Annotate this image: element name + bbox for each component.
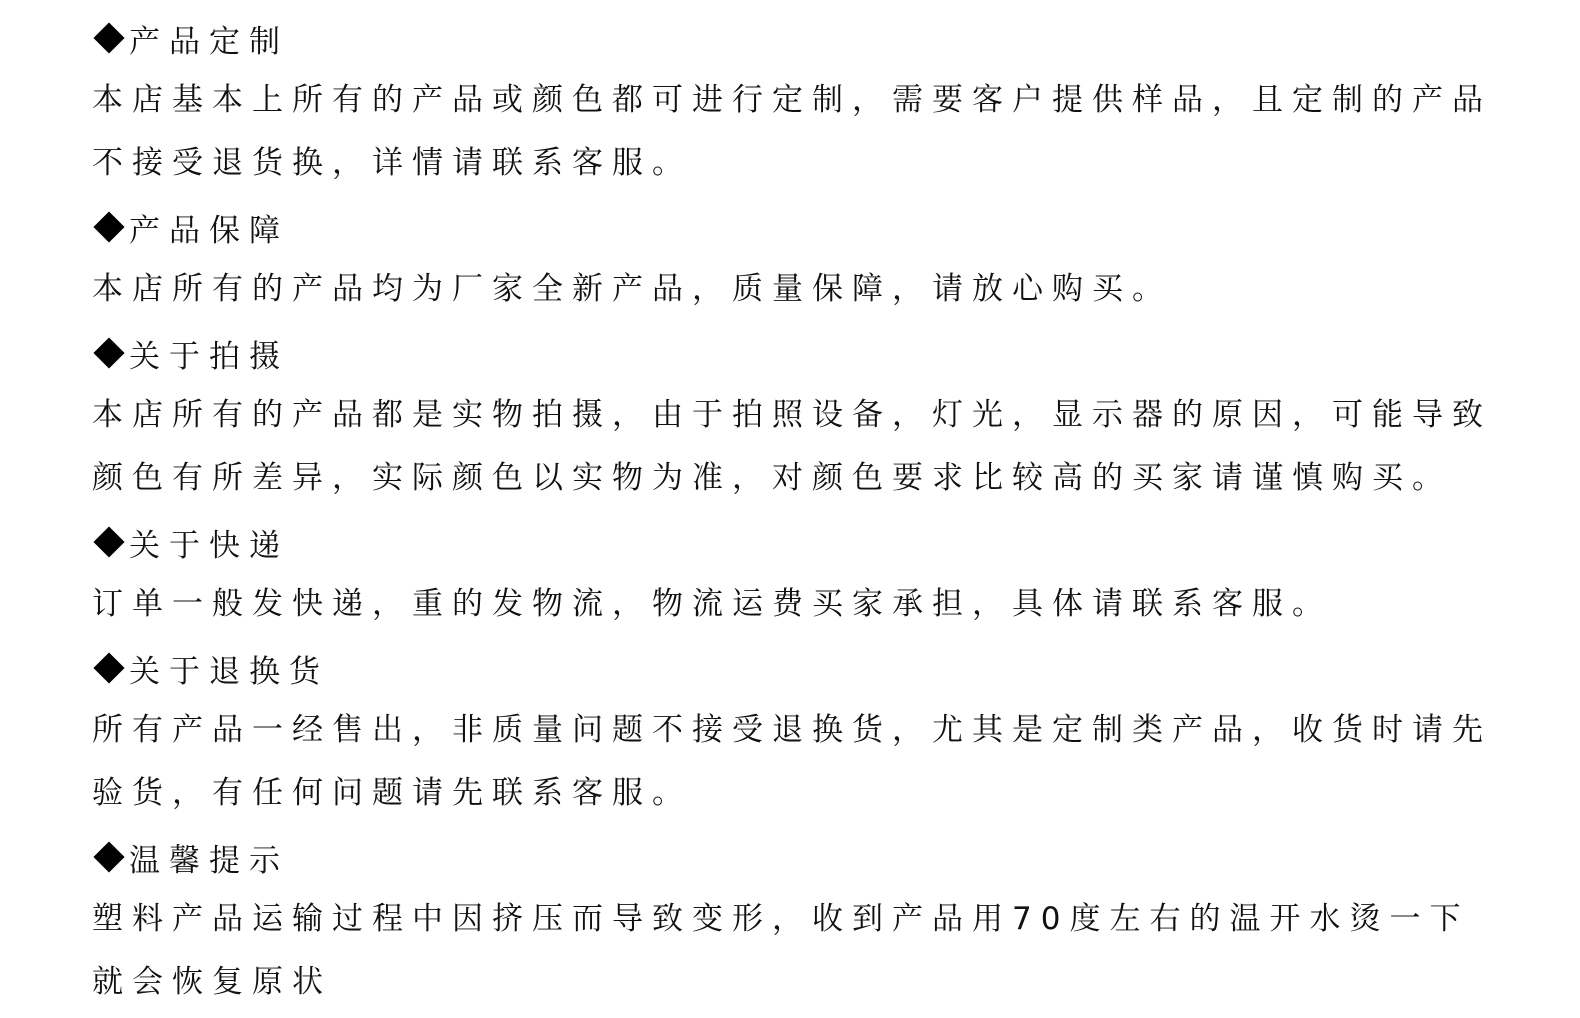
section-heading-text: 产品保障 (129, 212, 289, 249)
section-body: 本店所有的产品都是实物拍摄，由于拍照设备，灯光，显示器的原因，可能导致 颜色有所差异，实际颜色以实物为准，对颜色要求比较高的买家请谨慎购买。 (92, 397, 1492, 496)
section-heading-text: 产品定制 (129, 23, 289, 60)
section-heading-text: 温馨提示 (129, 842, 289, 879)
section-body: 订单一般发快递，重的发物流，物流运费买家承担，具体请联系客服。 (92, 586, 1332, 622)
section-heading (92, 199, 1492, 255)
diamond-bullet-icon (93, 22, 124, 53)
section-body: 本店所有的产品均为厂家全新产品，质量保障，请放心购买。 (92, 271, 1172, 307)
section-heading (92, 325, 1492, 381)
section-returns (92, 640, 1492, 829)
section-heading (92, 10, 1492, 66)
diamond-bullet-icon (93, 526, 124, 557)
section-heading (92, 514, 1492, 570)
section-heading-text: 关于退换货 (129, 653, 329, 690)
diamond-bullet-icon (93, 841, 124, 872)
diamond-bullet-icon (93, 337, 124, 368)
policy-document (92, 10, 1492, 1018)
section-guarantee (92, 199, 1492, 325)
section-shipping (92, 514, 1492, 640)
diamond-bullet-icon (93, 652, 124, 683)
section-body: 塑料产品运输过程中因挤压而导致变形，收到产品用70度左右的温开水烫一下 就会恢复原状 (92, 901, 1470, 1000)
diamond-bullet-icon (93, 211, 124, 242)
section-customization (92, 10, 1492, 199)
section-heading (92, 640, 1492, 696)
section-tips (92, 829, 1492, 1018)
section-body: 所有产品一经售出，非质量问题不接受退换货，尤其是定制类产品，收货时请先 验货，有任何问题请先联系客服。 (92, 712, 1492, 811)
section-heading-text: 关于拍摄 (129, 338, 289, 375)
section-photography (92, 325, 1492, 514)
section-body: 本店基本上所有的产品或颜色都可进行定制，需要客户提供样品，且定制的产品 不接受退货换，详情请联系客服。 (92, 82, 1492, 181)
section-heading-text: 关于快递 (129, 527, 289, 564)
section-heading (92, 829, 1492, 885)
